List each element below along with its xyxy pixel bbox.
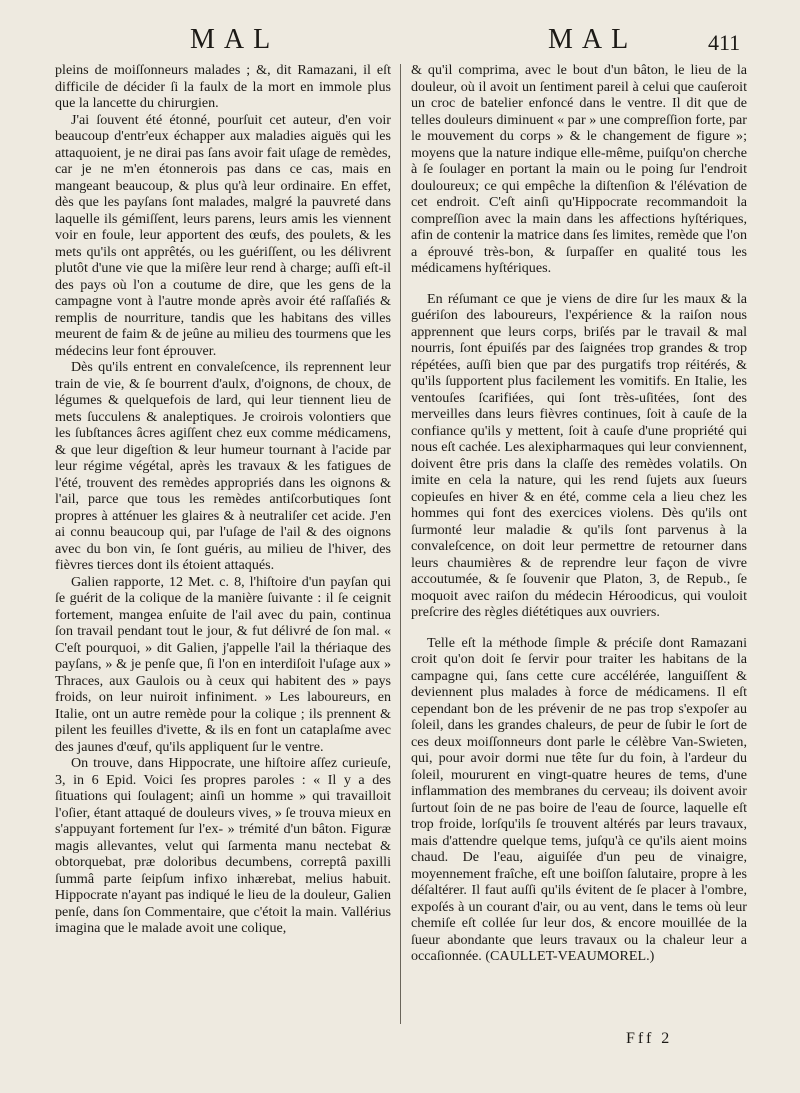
paragraph: pleins de moiſſonneurs malades ; &, dit Ramazani, il eſt difficile de décider ſi la faulx de la mort en immole plus que la lancette du chirurgien. xyxy=(55,62,391,111)
paragraph: Galien rapporte, 12 Met. c. 8, l'hiſtoire d'un payſan qui ſe guérit de la colique de la manière ſuivante : il ſe ceignit fortement, mangea enſuite de l'ail avec du pain, continua ſon travail pendant tout le jour, & fut délivré de ſon mal. « C'eſt pourquoi, » dit Galien, j'appelle l'ail la thériaque des payſans, » & je penſe que, ſi l'on en interdiſoit l'uſage aux » Thraces, aux Gaulois ou à ceux qui habitent des » pays froids, on leur nuiroit infiniment. » Les laboureurs, en Italie, ont un autre remède pour la colique ; ils prennent & pilent les feuilles d'ivette, & ils en font un cataplaſme avec des jaunes d'œuf, qu'ils appliquent ſur le ventre. xyxy=(55,573,391,755)
paragraph: & qu'il comprima, avec le bout d'un bâton, le lieu de la douleur, où il avoit un ſentiment pareil à celui que cauſeroit un croc de batelier enfoncé dans le ventre. Il dit que de telles douleurs diminuent « par » une compreſſion forte, par le mouvement du corps » & le changement de figure »; moyens que la nature indique elle-même, puiſqu'on cherche à ſe ſoulager en portant la main ou le poing ſur l'endroit douloureux; ce qui empêche la diſtenſion & l'élévation de cet endroit. C'eſt ainſi qu'Hippocrate recommandoit la compreſſion avec la main dans les affections hyſtériques, afin de contenir la matrice dans ſes limites, remède que l'on a éprouvé très-bon, & ſurpaſſer en qualité tous les médicamens hyſtériques. xyxy=(411,62,747,276)
column-divider xyxy=(400,64,401,1024)
signature-mark: Fff 2 xyxy=(626,1030,673,1047)
paragraph: On trouve, dans Hippocrate, une hiſtoire aſſez curieuſe, 3, in 6 Epid. Voici ſes propres paroles : « Il y a des ſituations qui ſoulagent; ainſi un homme » qui travailloit l'oſier, étant attaqué de douleurs vives, » ſe trouva mieux en s'appuyant fortement ſur l'ex- » trémité d'un bâton. Figuræ magis allevantes, velut qui ſarmenta manu nectebat & obtorquebat, præ doloribus decumbens, correptâ paxilli ſummâ parte ſeipſum infixo inhærebat, melius habuit. Hippocrate n'ayant pas indiqué le lieu de la douleur, Galien penſe, dans ſon Commentaire, que c'étoit la main. Vallérius imagina que le malade avoit une colique, xyxy=(55,755,391,936)
paragraph: Telle eſt la méthode ſimple & préciſe dont Ramazani croit qu'on doit ſe ſervir pour traiter les habitans de la campagne qui, ſans cette cure accélérée, languiſſent & deviennent plus malades à force de médicamens. Il eſt cependant bon de les prévenir de ne pas trop s'expoſer au ſoleil, dans les grandes chaleurs, de peur de ſubir le ſort de ces deux moiſſonneurs dont parle le célèbre Van-Swieten, qui, pour avoir dormi nue tête ſur du foin, à l'ardeur du ſoleil, moururent en vingt-quatre heures de tems, d'une inflammation des membranes du cerveau; ils doivent avoir ſurtout ſoin de ne pas boire de l'eau de ſource, laquelle eſt trop froide, lorſqu'ils ſe trouvent altérés par leurs travaux, mais d'attendre quelque tems, juſqu'à ce qu'ils aient moins chaud. De l'eau, aiguiſée d'un peu de vinaigre, moyennement fraîche, eſt une boiſſon ſalutaire, propre à les déſaltérer. Il faut auſſi qu'ils évitent de ſe placer à l'ombre, expoſés à un courant d'air, ou au vent, dans le tems où leur chemiſe eſt collée ſur leur dos, & encore mouillée de la ſueur abondante que leurs travaux ou la chaleur leur a occaſionnée. (CAULLET-VEAUMOREL.) xyxy=(411,634,747,964)
paragraph: En réſumant ce que je viens de dire ſur les maux & la guériſon des laboureurs, l'expérience & la raiſon nous apprennent que leurs corps, briſés par le travail & mal nourris, ſont épuiſés par des ſaignées trop grandes & trop répétées, auſſi bien que par des purgatifs trop réitérés, & qu'ils ſupportent plus facilement les vomitifs. En Italie, les ventouſes ſcarifiées, qui ſont très-uſitées, ſont des merveilles dans leurs fièvres continues, ſoit à cauſe de la confiance qu'ils y mettent, ſoit à cauſe d'une propriété qui nous eſt cachée. Les alexipharmaques qui leur conviennent, doivent être pris dans la claſſe des remèdes volatils. On imite en cela la nature, qui les rend ſujets aux ſueurs copieuſes en hiver & en été, comme cela a lieu chez les hommes qui font des exercices violens. Dès qu'ils ont ſurmonté leur maladie & qu'ils ſont parvenus à la convaleſcence, on doit leur permettre de retourner dans leurs chaumières & de reprendre leur façon de vivre accoutumée, & ſe ſouvenir que Platon, 3, de Repub., ſe moquoit avec raiſon du médecin Héroodicus, qui vouloit preſcrire des règles diététiques aux ouvriers. xyxy=(411,290,747,620)
right-column xyxy=(411,62,747,965)
header-title-right: MAL xyxy=(548,24,638,55)
paragraph: J'ai ſouvent été étonné, pourſuit cet auteur, d'en voir beaucoup d'entr'eux échapper aux maladies aiguës qui les attaquoient, je ne dirai pas ſans avoir fait uſage de remèdes, car je ne m'en étonnerois pas dans ce cas, mais en mangeant beaucoup, & plus qu'à leur ordinaire. En effet, dès que les payſans ſont malades, malgré la pauvreté dans laquelle ils gémiſſent, leurs parens, leurs amis les viennent voir en foule, leur apportent des œufs, des poulets, & les mets qu'ils ont apprêtés, ou les guériſſent, ou les délivrent plutôt d'une vie que la miſère leur rend à charge; auſſi eſt-il des pays où l'on a coutume de dire, que les gens de la campagne vont à l'autre monde après avoir été raſſaſiés & remplis de nourriture, tandis que les habitans des villes meurent de faim & de jeûne au milieu des tourmens que les médecins leur font éprouver. xyxy=(55,111,391,359)
paragraph: Dès qu'ils entrent en convaleſcence, ils reprennent leur train de vie, & ſe bourrent d'aulx, d'oignons, de choux, de légumes & quelquefois de lard, qui leur tiennent lieu de mets ſucculens & analeptiques. Je croirois volontiers que les ſubſtances âcres agiſſent chez eux comme médicamens, & que leur digeſtion & leur humeur tournant à l'acide par leur régime végétal, après les travaux & les fatigues de l'été, trouvent des remèdes appropriés dans les oignons & l'ail, parce que tous les remèdes antiſcorbutiques ſont propres à atténuer les glaires & à neutraliſer cet acide. J'en ai connu beaucoup qui, par l'uſage de l'ail & des oignons avec du bon vin, ſe ſont guéris, au milieu de l'hiver, des fièvres tierces dont ils étoient attaqués. xyxy=(55,359,391,573)
header-title-left: MAL xyxy=(190,24,280,55)
page-number: 411 xyxy=(708,30,741,55)
left-column xyxy=(55,62,391,937)
running-header xyxy=(0,20,800,56)
